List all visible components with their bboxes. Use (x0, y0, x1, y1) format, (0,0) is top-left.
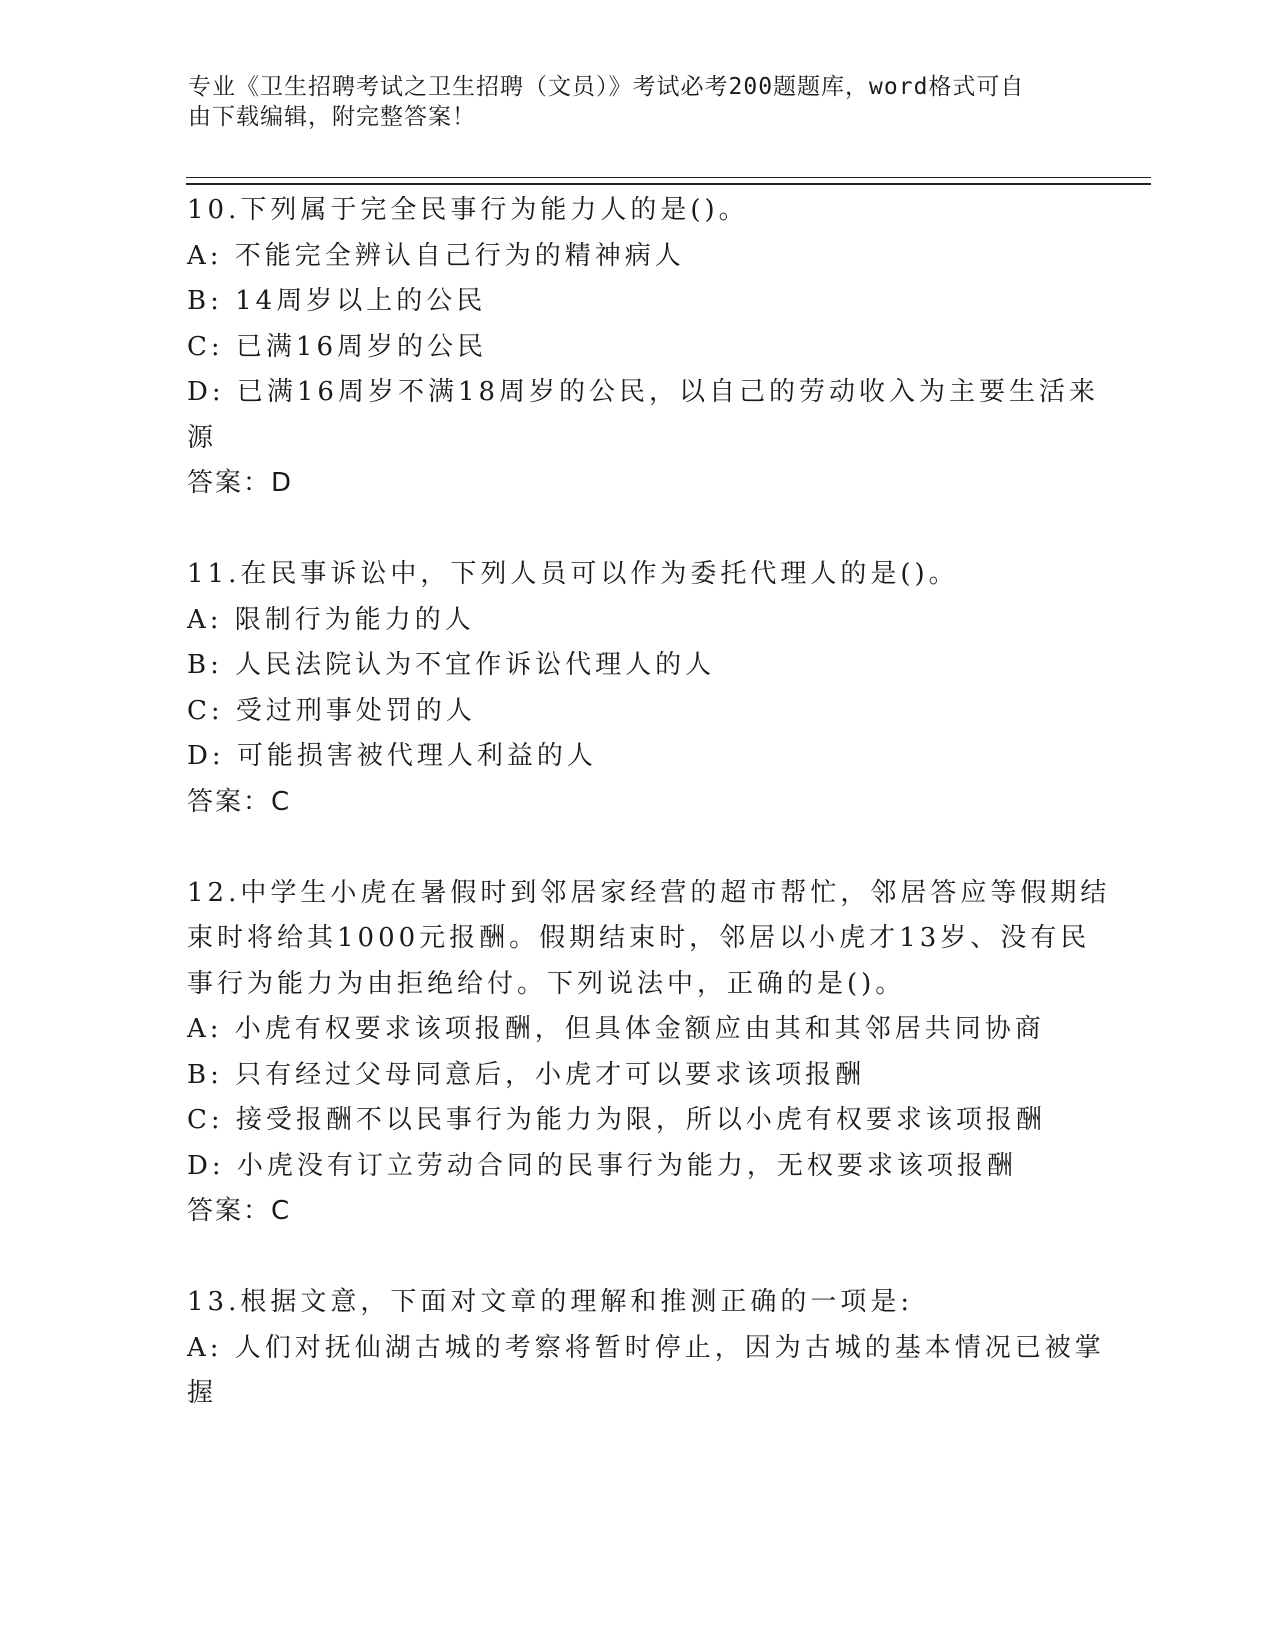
option-line: 源 (187, 422, 218, 453)
question-block (187, 188, 1100, 507)
option-line: C: 受过刑事处罚的人 (187, 695, 476, 726)
question-block (187, 1280, 1105, 1417)
question-stem-line: 13.根据文意，下面对文章的理解和推测正确的一项是: (187, 1287, 914, 1317)
option-line: C: 接受报酬不以民事行为能力为限，所以小虎有权要求该项报酬 (187, 1105, 1046, 1135)
header-divider-thin (186, 177, 1151, 178)
option-line: A: 小虎有权要求该项报酬，但具体金额应由其和其邻居共同协商 (187, 1014, 1045, 1044)
question-block (187, 552, 1087, 825)
question-stem-line: 12.中学生小虎在暑假时到邻居家经营的超市帮忙，邻居答应等假期结 (187, 877, 1111, 908)
question-gap (187, 1235, 1087, 1281)
option-line: D: 小虎没有订立劳动合同的民事行为能力，无权要求该项报酬 (187, 1150, 1017, 1181)
answer-line: 答案：C (187, 786, 292, 817)
option-line: B: 只有经过父母同意后，小虎才可以要求该项报酬 (187, 1059, 866, 1090)
header-divider-thick (186, 183, 1151, 185)
question-stem-line: 10.下列属于完全民事行为能力人的是()。 (187, 195, 749, 225)
option-line: 握 (187, 1378, 218, 1408)
option-line: D: 已满16周岁不满18周岁的公民，以自己的劳动收入为主要生活来 (187, 377, 1100, 407)
question-gap (187, 825, 1087, 871)
option-line: A: 人们对抚仙湖古城的考察将暂时停止，因为古城的基本情况已被掌 (187, 1332, 1105, 1363)
option-line: C: 已满16周岁的公民 (187, 331, 488, 362)
question-gap (187, 507, 1087, 553)
question-block (187, 871, 1111, 1235)
answer-line: 答案：D (187, 468, 294, 498)
header-line-2: 由下载编辑，附完整答案！ (188, 104, 476, 130)
question-stem-line: 11.在民事诉讼中，下列人员可以作为委托代理人的是()。 (187, 559, 959, 589)
question-stem-line: 事行为能力为由拒绝给付。下列说法中，正确的是()。 (187, 968, 906, 999)
option-line: A: 不能完全辨认自己行为的精神病人 (187, 240, 685, 271)
option-line: A: 限制行为能力的人 (187, 604, 475, 635)
question-stem-line: 束时将给其1000元报酬。假期结束时，邻居以小虎才13岁、没有民 (187, 923, 1091, 953)
option-line: B: 14周岁以上的公民 (187, 286, 487, 316)
question-list (187, 188, 1111, 1417)
answer-line: 答案：C (187, 1196, 292, 1226)
option-line: D: 可能损害被代理人利益的人 (187, 741, 597, 771)
document-header (188, 72, 1068, 132)
option-line: B: 人民法院认为不宜作诉讼代理人的人 (187, 650, 716, 680)
header-line-1: 专业《卫生招聘考试之卫生招聘（文员）》考试必考200题题库，word格式可自 (188, 74, 1025, 100)
